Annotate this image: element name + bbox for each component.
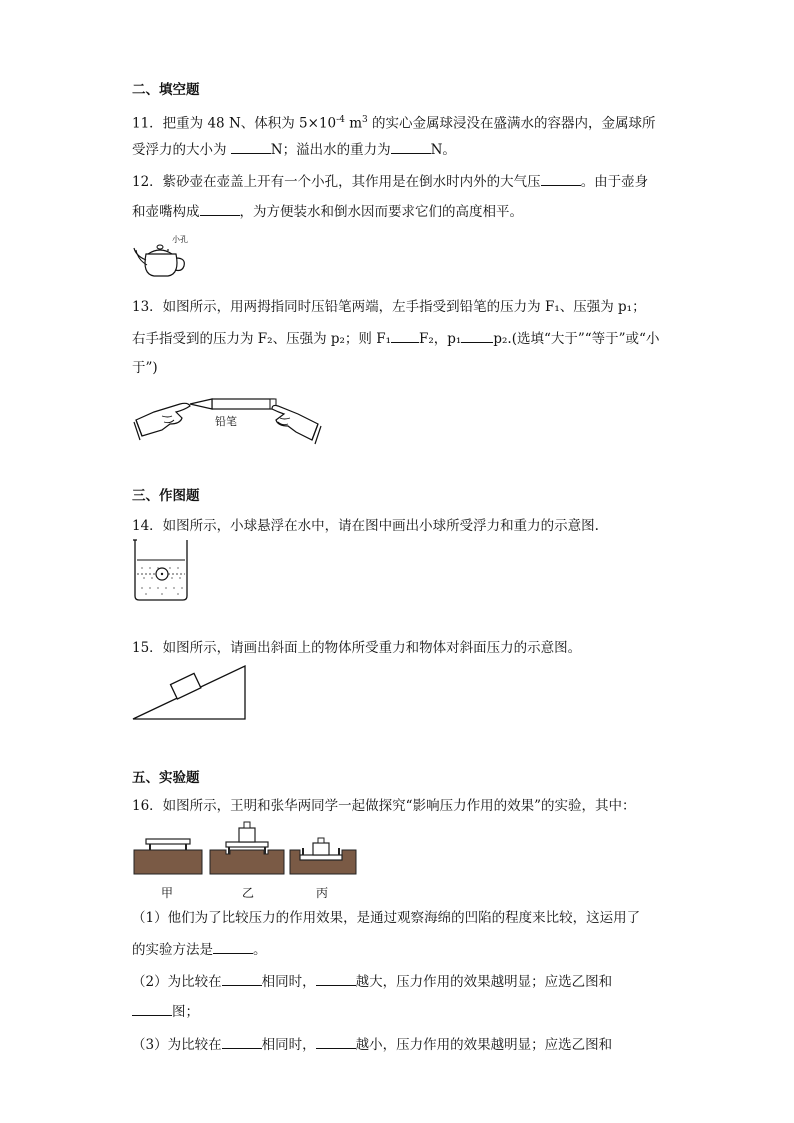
q11-text: 受浮力的大小为 <box>132 142 231 158</box>
question-16-sub-1-line-2 <box>132 939 267 960</box>
q11-unit-exponent: 3 <box>362 115 368 125</box>
label-bing: 丙 <box>316 886 329 900</box>
q13-text: F₂，p₁ <box>419 331 462 347</box>
question-13-line-3: 于”) <box>132 360 158 376</box>
q11-exponent: -4 <box>336 115 345 125</box>
panel-bing <box>290 838 356 900</box>
q12-text: 和壶嘴构成 <box>132 204 200 220</box>
q13-text: 右手指受到的压力为 F₂、压强为 p₂；则 F₁ <box>132 331 391 347</box>
section-heading-experiment: 五、实验题 <box>132 770 200 786</box>
answer-blank[interactable] <box>391 139 431 154</box>
answer-blank[interactable] <box>213 939 253 954</box>
q16-text: 。 <box>253 942 267 958</box>
pencil-thumbs-figure <box>132 390 322 452</box>
teapot-hole-label: 小孔 <box>172 235 188 244</box>
question-15-line-1: 15．如图所示，请画出斜面上的物体所受重力和物体对斜面压力的示意图。 <box>132 640 582 656</box>
question-13-line-1: 13．如图所示，用两拇指同时压铅笔两端，左手指受到铅笔的压力为 F₁、压强为 p₁； <box>132 299 646 315</box>
teapot-figure <box>132 232 194 280</box>
answer-blank[interactable] <box>316 1034 356 1049</box>
incline-block-figure <box>132 664 250 722</box>
answer-blank[interactable] <box>132 1001 172 1016</box>
question-16-sub-3-line-1 <box>132 1034 612 1055</box>
q16-text: 相同时， <box>261 1037 316 1053</box>
answer-blank[interactable] <box>461 328 493 343</box>
q16-text: 越小，压力作用的效果越明显；应选乙图和 <box>355 1037 613 1053</box>
question-16-line-1: 16．如图所示，王明和张华两同学一起做探究“影响压力作用的效果”的实验，其中： <box>132 798 636 814</box>
question-11-line-1 <box>132 110 656 134</box>
sponge-experiment-figure <box>132 818 360 904</box>
q12-text: 。由于壶身 <box>580 174 649 190</box>
q12-text: ，为方便装水和倒水因而要求它们的高度相平。 <box>239 204 523 220</box>
question-14-line-1: 14．如图所示，小球悬浮在水中，请在图中画出小球所受浮力和重力的示意图. <box>132 518 599 534</box>
q13-text: p₂.(选填“大于”“等于”或“小 <box>493 331 660 347</box>
q16-text: 越大，压力作用的效果越明显；应选乙图和 <box>355 974 613 990</box>
pencil-label: 铅笔 <box>215 415 237 428</box>
q11-unit: m <box>344 115 362 132</box>
answer-blank[interactable] <box>222 1034 262 1049</box>
question-12-line-2 <box>132 201 523 222</box>
panel-jia <box>134 839 202 900</box>
label-yi: 乙 <box>242 886 255 900</box>
question-12-line-1 <box>132 171 648 192</box>
section-heading-drawing: 三、作图题 <box>132 488 200 504</box>
q11-text: N。 <box>430 142 456 158</box>
question-13-line-2 <box>132 328 659 349</box>
q11-text: N；溢出水的重力为 <box>270 142 391 158</box>
panel-yi <box>210 822 284 900</box>
label-jia: 甲 <box>161 886 174 900</box>
answer-blank[interactable] <box>316 971 356 986</box>
section-heading-fill-in: 二、填空题 <box>132 82 200 98</box>
q16-text: （2）为比较在 <box>132 974 222 990</box>
answer-blank[interactable] <box>200 201 240 216</box>
question-16-sub-1-line-1: （1）他们为了比较压力的作用效果，是通过观察海绵的凹陷的程度来比较，这运用了 <box>132 910 641 926</box>
q12-text: 12．紫砂壶在壶盖上开有一个小孔，其作用是在倒水时内外的大气压 <box>132 174 541 190</box>
answer-blank[interactable] <box>231 139 271 154</box>
answer-blank[interactable] <box>391 328 419 343</box>
answer-blank[interactable] <box>222 971 262 986</box>
answer-blank[interactable] <box>541 171 581 186</box>
q16-text: 的实验方法是 <box>132 942 213 958</box>
beaker-ball-figure <box>132 538 190 602</box>
question-16-sub-2-line-1 <box>132 971 612 992</box>
question-16-sub-2-line-2 <box>132 1001 199 1022</box>
question-11-line-2 <box>132 139 456 160</box>
q16-text: （3）为比较在 <box>132 1037 222 1053</box>
q16-text: 图； <box>172 1004 199 1020</box>
q11-text: 11．把重为 48 N、体积为 5×10 <box>132 115 337 132</box>
q16-text: 相同时， <box>261 974 316 990</box>
q11-text-end: 的实心金属球浸没在盛满水的容器内，金属球所 <box>367 115 656 132</box>
